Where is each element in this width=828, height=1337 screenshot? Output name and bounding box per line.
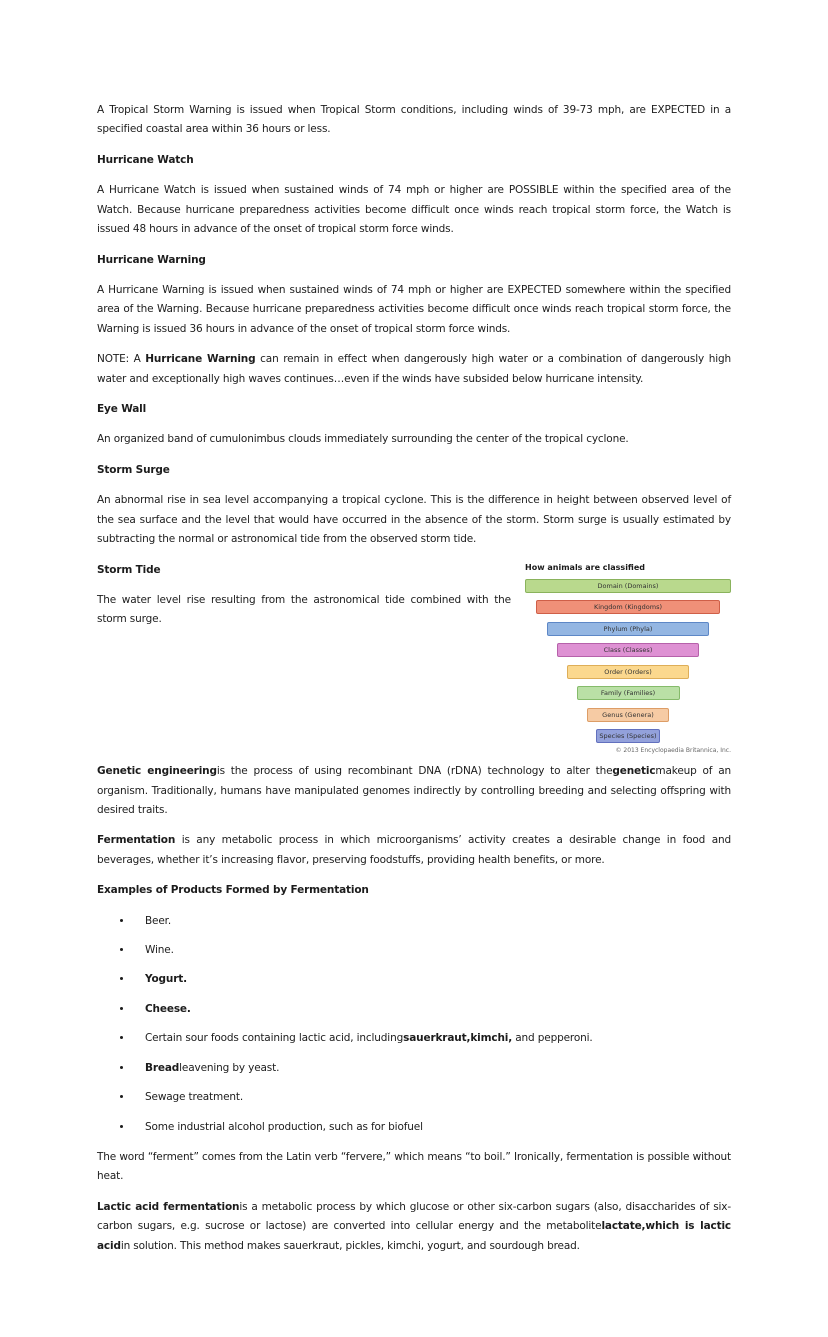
taxonomy-bar: Species (Species)	[596, 729, 660, 743]
section-heading: Eye Wall	[97, 403, 147, 416]
taxonomy-bar: Domain (Domains)	[525, 579, 731, 593]
section-heading: Storm Surge	[97, 463, 170, 476]
taxonomy-bar: Genus (Genera)	[587, 708, 669, 722]
list-item	[133, 1088, 731, 1107]
bold-text-run: genetic	[612, 765, 656, 778]
text-run: in solution. This method makes sauerkraut, pickles, kimchi, yogurt, and sourdough bread.	[120, 1239, 580, 1252]
text-run: Some industrial alcohol production, such as for biofuel	[145, 1120, 423, 1133]
text-run: The word “ferment” comes from the Latin verb “fervere,” which means “to boil.” Ironically, fermentation is possible without heat.	[97, 1151, 731, 1183]
text-run: is a metabolic process by which glucose or other six-carbon sugars (also, disaccharides of six-carbon sugars, e.g. sucrose or lactose) are converted into cellular energy and the metabolite	[97, 1200, 731, 1233]
text-run: The water level rise resulting from the astronomical tide combined with the storm surge.	[97, 594, 511, 626]
text-run: makeup of an organism. Traditionally, humans have manipulated genomes indirectly by controlling breeding and selecting offspring with desired traits.	[97, 765, 731, 816]
paragraph	[97, 181, 731, 239]
bold-text-run: Cheese.	[145, 1002, 191, 1015]
paragraph	[97, 350, 731, 389]
bold-text-run: Hurricane Warning	[145, 353, 256, 366]
paragraph	[97, 831, 731, 870]
document-body	[97, 101, 731, 1256]
taxonomy-bar: Phylum (Phyla)	[547, 622, 710, 636]
text-run: is any metabolic process in which microorganisms’ activity creates a desirable change in food and beverages, whether it’s increasing flavor, preserving foodstuffs, providing health benefits, or more.	[97, 834, 731, 866]
list-item	[133, 1059, 731, 1078]
figure-title: How animals are classified	[525, 562, 646, 572]
text-run: Certain sour foods containing lactic acid, including	[145, 1032, 404, 1045]
taxonomy-bar: Family (Families)	[577, 686, 680, 700]
text-run: An organized band of cumulonimbus clouds immediately surrounding the center of the tropical cyclone.	[97, 433, 629, 446]
text-run: Wine.	[145, 944, 174, 957]
bold-text-run: which is lactic acid	[97, 1220, 731, 1252]
text-run: A Tropical Storm Warning is issued when Tropical Storm conditions, including winds of 39-73 mph, are EXPECTED in a specified coastal area within 36 hours or less.	[97, 104, 731, 136]
section-heading: Examples of Products Formed by Fermentation	[97, 884, 369, 897]
taxonomy-bars	[525, 579, 731, 744]
text-run: can remain in effect when dangerously high water or a combination of dangerously high water and exceptionally high waves continues…even if the winds have subsided below hurricane intensity.	[97, 353, 731, 385]
bold-text-run: lactate,	[601, 1220, 646, 1233]
figure-copyright: © 2013 Encyclopaedia Britannica, Inc.	[615, 747, 731, 755]
section-heading: Hurricane Watch	[97, 153, 194, 166]
list-item	[133, 1029, 731, 1048]
bold-text-run: Bread	[145, 1061, 180, 1074]
section-heading: Hurricane Warning	[97, 253, 206, 266]
text-run: Sewage treatment.	[145, 1091, 244, 1104]
paragraph	[97, 762, 731, 820]
text-run: A Hurricane Watch is issued when sustained winds of 74 mph or higher are POSSIBLE within the specified area of the Watch. Because hurricane preparedness activities become difficult once winds reach tropical storm force, the Watch is issued 48 hours in advance of the onset of tropical storm force winds.	[97, 184, 731, 236]
list-item	[133, 970, 731, 989]
taxonomy-bar: Order (Orders)	[567, 665, 689, 679]
bold-text-run: kimchi,	[470, 1032, 513, 1045]
text-run: A Hurricane Warning is issued when sustained winds of 74 mph or higher are EXPECTED somewhere within the specified area of the Warning. Because hurricane preparedness activities become difficult once winds reach tropical storm force, the Warning is issued 36 hours in advance of the onset of tropical storm force winds.	[97, 283, 731, 335]
list-item	[133, 912, 731, 931]
paragraph	[97, 1148, 731, 1187]
taxonomy-bar: Kingdom (Kingdoms)	[536, 600, 719, 614]
paragraph	[97, 101, 731, 140]
bold-text-run: Genetic engineering	[97, 765, 217, 778]
taxonomy-figure	[525, 563, 731, 755]
bold-text-run: Lactic acid fermentation	[97, 1200, 240, 1213]
text-run: NOTE: A	[97, 353, 146, 366]
taxonomy-bar: Class (Classes)	[557, 643, 699, 657]
paragraph	[97, 281, 731, 339]
paragraph	[97, 491, 731, 549]
text-run: An abnormal rise in sea level accompanying a tropical cyclone. This is the difference in height between observed level of the sea surface and the level that would have occurred in the absence of the storm. Storm surge is usually estimated by subtracting the normal or astronomical tide from the observed storm tide.	[97, 494, 731, 546]
list-item	[133, 941, 731, 960]
text-run: Beer.	[145, 914, 172, 927]
list-item	[133, 1118, 731, 1137]
text-run: is the process of using recombinant DNA (rDNA) technology to alter the	[216, 765, 613, 778]
bullet-list	[97, 912, 731, 1137]
bold-text-run: Fermentation	[97, 834, 176, 847]
list-item	[133, 1000, 731, 1019]
text-run: leavening by yeast.	[179, 1061, 280, 1074]
paragraph	[97, 430, 731, 449]
paragraph	[97, 1198, 731, 1256]
section-heading: Storm Tide	[97, 563, 161, 576]
bold-text-run: Yogurt.	[145, 973, 187, 986]
text-run: and pepperoni.	[512, 1032, 593, 1045]
bold-text-run: sauerkraut,	[403, 1032, 471, 1045]
